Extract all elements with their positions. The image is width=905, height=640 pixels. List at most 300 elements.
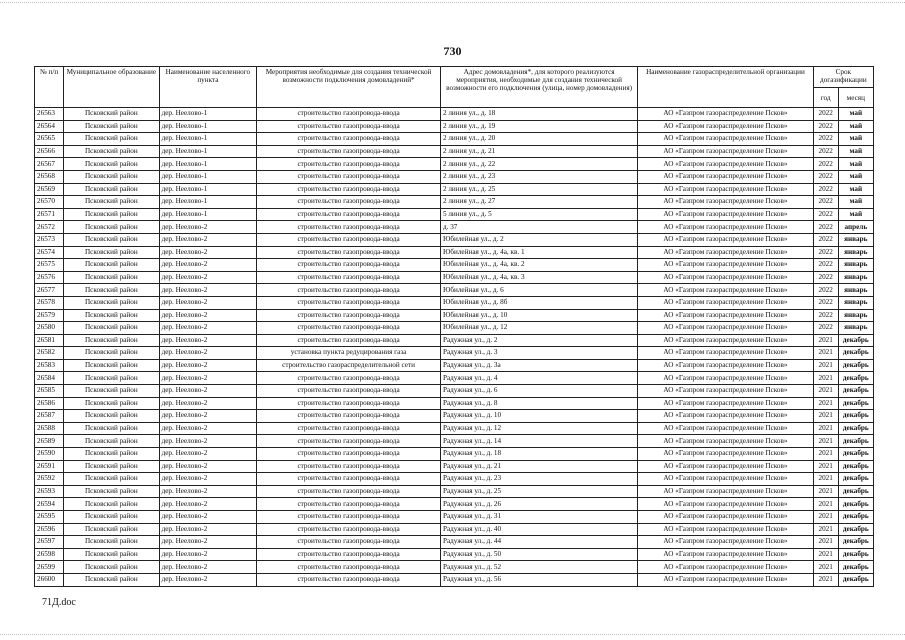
- cell-organization: АО «Газпром газораспределение Псков»: [638, 208, 813, 221]
- cell-locality: дер. Неелово-2: [159, 309, 257, 322]
- cell-month: май: [838, 208, 873, 221]
- cell-address: Юбилейная ул., д. 4а, кв. 2: [440, 259, 637, 272]
- cell-month: декабрь: [838, 548, 873, 561]
- cell-month: январь: [838, 322, 873, 335]
- cell-year: 2022: [813, 233, 838, 246]
- cell-address: Юбилейная ул., д. 10: [440, 309, 637, 322]
- cell-organization: АО «Газпром газораспределение Псков»: [638, 372, 813, 385]
- cell-locality: дер. Неелово-2: [159, 523, 257, 536]
- cell-month: декабрь: [838, 536, 873, 549]
- cell-organization: АО «Газпром газораспределение Псков»: [638, 246, 813, 259]
- cell-year: 2022: [813, 221, 838, 234]
- cell-month: декабрь: [838, 397, 873, 410]
- cell-month: декабрь: [838, 573, 873, 586]
- cell-number: 26566: [35, 145, 64, 158]
- cell-number: 26574: [35, 246, 64, 259]
- cell-locality: дер. Неелово-2: [159, 322, 257, 335]
- cell-address: Радужная ул., д. 25: [440, 485, 637, 498]
- cell-activity: строительство газопровода-ввода: [257, 536, 441, 549]
- cell-organization: АО «Газпром газораспределение Псков»: [638, 473, 813, 486]
- table-row: [35, 120, 874, 133]
- cell-locality: дер. Неелово-2: [159, 460, 257, 473]
- cell-number: 26567: [35, 158, 64, 171]
- cell-municipality: Псковский район: [64, 120, 160, 133]
- cell-organization: АО «Газпром газораспределение Псков»: [638, 158, 813, 171]
- cell-year: 2022: [813, 133, 838, 146]
- cell-organization: АО «Газпром газораспределение Псков»: [638, 271, 813, 284]
- cell-number: 26575: [35, 259, 64, 272]
- table-row: [35, 133, 874, 146]
- cell-locality: дер. Неелово-2: [159, 334, 257, 347]
- cell-number: 26568: [35, 170, 64, 183]
- cell-locality: дер. Неелово-1: [159, 120, 257, 133]
- cell-organization: АО «Газпром газораспределение Псков»: [638, 523, 813, 536]
- cell-number: 26599: [35, 561, 64, 574]
- cell-municipality: Псковский район: [64, 145, 160, 158]
- cell-locality: дер. Неелово-2: [159, 485, 257, 498]
- cell-number: 26570: [35, 196, 64, 209]
- table-row: [35, 359, 874, 372]
- cell-year: 2021: [813, 385, 838, 398]
- cell-municipality: Псковский район: [64, 511, 160, 524]
- cell-address: Радужная ул., д. 40: [440, 523, 637, 536]
- cell-address: 2 линия ул., д. 27: [440, 196, 637, 209]
- cell-municipality: Псковский район: [64, 359, 160, 372]
- header-year: год: [813, 88, 838, 108]
- cell-municipality: Псковский район: [64, 284, 160, 297]
- cell-number: 26565: [35, 133, 64, 146]
- cell-locality: дер. Неелово-2: [159, 259, 257, 272]
- cell-activity: строительство газопровода-ввода: [257, 271, 441, 284]
- cell-address: Юбилейная ул., д. 8б: [440, 296, 637, 309]
- cell-organization: АО «Газпром газораспределение Псков»: [638, 410, 813, 423]
- cell-organization: АО «Газпром газораспределение Псков»: [638, 422, 813, 435]
- cell-activity: строительство газопровода-ввода: [257, 183, 441, 196]
- cell-locality: дер. Неелово-2: [159, 548, 257, 561]
- cell-activity: строительство газопровода-ввода: [257, 511, 441, 524]
- cell-address: Радужная ул., д. 21: [440, 460, 637, 473]
- cell-locality: дер. Неелово-1: [159, 158, 257, 171]
- cell-locality: дер. Неелово-1: [159, 208, 257, 221]
- cell-locality: дер. Неелово-2: [159, 347, 257, 360]
- table-row: [35, 221, 874, 234]
- cell-activity: строительство газопровода-ввода: [257, 498, 441, 511]
- cell-month: декабрь: [838, 372, 873, 385]
- cell-municipality: Псковский район: [64, 435, 160, 448]
- cell-organization: АО «Газпром газораспределение Псков»: [638, 548, 813, 561]
- cell-month: май: [838, 145, 873, 158]
- cell-address: Радужная ул., д. 18: [440, 448, 637, 461]
- cell-activity: строительство газопровода-ввода: [257, 133, 441, 146]
- cell-number: 26588: [35, 422, 64, 435]
- table-row: [35, 410, 874, 423]
- cell-year: 2021: [813, 573, 838, 586]
- cell-number: 26590: [35, 448, 64, 461]
- cell-municipality: Псковский район: [64, 309, 160, 322]
- cell-address: Радужная ул., д. 44: [440, 536, 637, 549]
- cell-address: Радужная ул., д. 52: [440, 561, 637, 574]
- table-row: [35, 259, 874, 272]
- table-row: [35, 536, 874, 549]
- cell-address: Юбилейная ул., д. 4а, кв. 3: [440, 271, 637, 284]
- cell-activity: строительство газопровода-ввода: [257, 561, 441, 574]
- table-row: [35, 108, 874, 121]
- cell-month: май: [838, 133, 873, 146]
- cell-address: 2 линия ул., д. 22: [440, 158, 637, 171]
- cell-year: 2022: [813, 309, 838, 322]
- cell-month: декабрь: [838, 561, 873, 574]
- cell-activity: установка пункта редуцирования газа: [257, 347, 441, 360]
- cell-year: 2021: [813, 536, 838, 549]
- cell-number: 26597: [35, 536, 64, 549]
- cell-municipality: Псковский район: [64, 422, 160, 435]
- cell-activity: строительство газопровода-ввода: [257, 548, 441, 561]
- cell-year: 2021: [813, 372, 838, 385]
- cell-month: май: [838, 196, 873, 209]
- cell-number: 26594: [35, 498, 64, 511]
- cell-month: декабрь: [838, 473, 873, 486]
- cell-address: Радужная ул., д. 12: [440, 422, 637, 435]
- cell-locality: дер. Неелово-2: [159, 573, 257, 586]
- cell-organization: АО «Газпром газораспределение Псков»: [638, 485, 813, 498]
- cell-organization: АО «Газпром газораспределение Псков»: [638, 145, 813, 158]
- cell-municipality: Псковский район: [64, 170, 160, 183]
- cell-activity: строительство газопровода-ввода: [257, 523, 441, 536]
- table-row: [35, 460, 874, 473]
- table-row: [35, 170, 874, 183]
- cell-municipality: Псковский район: [64, 561, 160, 574]
- table-row: [35, 397, 874, 410]
- cell-organization: АО «Газпром газораспределение Псков»: [638, 397, 813, 410]
- cell-year: 2021: [813, 548, 838, 561]
- cell-activity: строительство газопровода-ввода: [257, 259, 441, 272]
- table-row: [35, 573, 874, 586]
- cell-month: декабрь: [838, 498, 873, 511]
- cell-year: 2021: [813, 410, 838, 423]
- cell-locality: дер. Неелово-2: [159, 511, 257, 524]
- cell-activity: строительство газопровода-ввода: [257, 422, 441, 435]
- cell-activity: строительство газопровода-ввода: [257, 145, 441, 158]
- cell-month: май: [838, 158, 873, 171]
- gasification-table: [34, 66, 874, 587]
- cell-municipality: Псковский район: [64, 208, 160, 221]
- cell-address: Юбилейная ул., д. 4а, кв. 1: [440, 246, 637, 259]
- cell-municipality: Псковский район: [64, 536, 160, 549]
- cell-address: Радужная ул., д. 2: [440, 334, 637, 347]
- table-row: [35, 296, 874, 309]
- cell-number: 26596: [35, 523, 64, 536]
- cell-address: 5 линия ул., д. 5: [440, 208, 637, 221]
- cell-locality: дер. Неелово-1: [159, 133, 257, 146]
- table-row: [35, 233, 874, 246]
- cell-month: май: [838, 108, 873, 121]
- header-activities: Мероприятия необходимые для создания технической возможности подключения домовладений*: [257, 67, 441, 108]
- header-municipality: Муниципальное образование: [64, 67, 160, 108]
- footer-filename: 71Д.doc: [42, 597, 76, 608]
- cell-month: декабрь: [838, 511, 873, 524]
- cell-municipality: Псковский район: [64, 271, 160, 284]
- cell-month: декабрь: [838, 385, 873, 398]
- table-row: [35, 347, 874, 360]
- cell-activity: строительство газопровода-ввода: [257, 485, 441, 498]
- cell-year: 2022: [813, 246, 838, 259]
- header-locality: Наименование населенного пункта: [159, 67, 257, 108]
- cell-locality: дер. Неелово-2: [159, 410, 257, 423]
- cell-year: 2022: [813, 145, 838, 158]
- cell-locality: дер. Неелово-2: [159, 246, 257, 259]
- cell-activity: строительство газопровода-ввода: [257, 435, 441, 448]
- cell-municipality: Псковский район: [64, 183, 160, 196]
- cell-year: 2022: [813, 208, 838, 221]
- cell-locality: дер. Неелово-1: [159, 108, 257, 121]
- cell-municipality: Псковский район: [64, 397, 160, 410]
- cell-month: январь: [838, 284, 873, 297]
- cell-address: Радужная ул., д. 6: [440, 385, 637, 398]
- cell-locality: дер. Неелово-1: [159, 170, 257, 183]
- cell-municipality: Псковский район: [64, 133, 160, 146]
- cell-year: 2022: [813, 183, 838, 196]
- cell-organization: АО «Газпром газораспределение Псков»: [638, 448, 813, 461]
- cell-locality: дер. Неелово-2: [159, 385, 257, 398]
- table-row: [35, 322, 874, 335]
- cell-address: Юбилейная ул., д. 12: [440, 322, 637, 335]
- cell-activity: строительство газопровода-ввода: [257, 372, 441, 385]
- cell-month: декабрь: [838, 359, 873, 372]
- cell-address: Радужная ул., д. 31: [440, 511, 637, 524]
- cell-address: 2 линия ул., д. 21: [440, 145, 637, 158]
- cell-year: 2021: [813, 448, 838, 461]
- cell-address: Юбилейная ул., д. 2: [440, 233, 637, 246]
- cell-locality: дер. Неелово-1: [159, 196, 257, 209]
- table-row: [35, 309, 874, 322]
- cell-organization: АО «Газпром газораспределение Псков»: [638, 221, 813, 234]
- cell-address: Радужная ул., д. 26: [440, 498, 637, 511]
- table-row: [35, 183, 874, 196]
- cell-month: апрель: [838, 221, 873, 234]
- cell-number: 26581: [35, 334, 64, 347]
- cell-municipality: Псковский район: [64, 347, 160, 360]
- cell-number: 26595: [35, 511, 64, 524]
- cell-organization: АО «Газпром газораспределение Псков»: [638, 561, 813, 574]
- cell-address: 2 линия ул., д. 18: [440, 108, 637, 121]
- cell-month: декабрь: [838, 523, 873, 536]
- cell-organization: АО «Газпром газораспределение Псков»: [638, 296, 813, 309]
- cell-number: 26580: [35, 322, 64, 335]
- cell-address: Радужная ул., д. 56: [440, 573, 637, 586]
- cell-organization: АО «Газпром газораспределение Псков»: [638, 309, 813, 322]
- cell-municipality: Псковский район: [64, 548, 160, 561]
- cell-month: декабрь: [838, 435, 873, 448]
- cell-year: 2021: [813, 347, 838, 360]
- table-row: [35, 385, 874, 398]
- cell-activity: строительство газопровода-ввода: [257, 296, 441, 309]
- cell-number: 26564: [35, 120, 64, 133]
- cell-number: 26576: [35, 271, 64, 284]
- cell-address: Юбилейная ул., д. 6: [440, 284, 637, 297]
- cell-year: 2022: [813, 120, 838, 133]
- cell-month: январь: [838, 309, 873, 322]
- cell-municipality: Псковский район: [64, 221, 160, 234]
- table-row: [35, 561, 874, 574]
- cell-month: декабрь: [838, 422, 873, 435]
- table-row: [35, 498, 874, 511]
- cell-number: 26582: [35, 347, 64, 360]
- cell-address: Радужная ул., д. 23: [440, 473, 637, 486]
- cell-number: 26571: [35, 208, 64, 221]
- cell-municipality: Псковский район: [64, 573, 160, 586]
- cell-activity: строительство газопровода-ввода: [257, 221, 441, 234]
- cell-municipality: Псковский район: [64, 460, 160, 473]
- cell-locality: дер. Неелово-1: [159, 183, 257, 196]
- cell-organization: АО «Газпром газораспределение Псков»: [638, 108, 813, 121]
- cell-municipality: Псковский район: [64, 372, 160, 385]
- cell-organization: АО «Газпром газораспределение Псков»: [638, 196, 813, 209]
- cell-number: 26573: [35, 233, 64, 246]
- cell-year: 2021: [813, 473, 838, 486]
- cell-organization: АО «Газпром газораспределение Псков»: [638, 322, 813, 335]
- cell-activity: строительство газопровода-ввода: [257, 158, 441, 171]
- cell-organization: АО «Газпром газораспределение Псков»: [638, 460, 813, 473]
- cell-year: 2022: [813, 284, 838, 297]
- cell-activity: строительство газопровода-ввода: [257, 473, 441, 486]
- cell-locality: дер. Неелово-2: [159, 536, 257, 549]
- cell-year: 2022: [813, 158, 838, 171]
- cell-address: Радужная ул., д. 50: [440, 548, 637, 561]
- cell-locality: дер. Неелово-2: [159, 296, 257, 309]
- cell-month: май: [838, 120, 873, 133]
- header-gdo: Наименование газораспределительной организации: [638, 67, 813, 108]
- cell-locality: дер. Неелово-2: [159, 233, 257, 246]
- cell-locality: дер. Неелово-2: [159, 271, 257, 284]
- cell-number: 26563: [35, 108, 64, 121]
- cell-municipality: Псковский район: [64, 259, 160, 272]
- cell-municipality: Псковский район: [64, 410, 160, 423]
- cell-municipality: Псковский район: [64, 108, 160, 121]
- cell-number: 26591: [35, 460, 64, 473]
- cell-year: 2021: [813, 485, 838, 498]
- cell-organization: АО «Газпром газораспределение Псков»: [638, 498, 813, 511]
- table-row: [35, 271, 874, 284]
- cell-locality: дер. Неелово-2: [159, 359, 257, 372]
- cell-month: декабрь: [838, 485, 873, 498]
- cell-organization: АО «Газпром газораспределение Псков»: [638, 233, 813, 246]
- cell-address: Радужная ул., д. 10: [440, 410, 637, 423]
- cell-municipality: Псковский район: [64, 246, 160, 259]
- page-number: 730: [443, 44, 462, 58]
- cell-number: 26586: [35, 397, 64, 410]
- table-body: [35, 108, 874, 587]
- cell-activity: строительство газопровода-ввода: [257, 573, 441, 586]
- cell-year: 2022: [813, 196, 838, 209]
- table-row: [35, 523, 874, 536]
- cell-month: май: [838, 170, 873, 183]
- cell-number: 26572: [35, 221, 64, 234]
- table-row: [35, 473, 874, 486]
- table-row: [35, 372, 874, 385]
- cell-address: Радужная ул., д. 4: [440, 372, 637, 385]
- cell-activity: строительство газопровода-ввода: [257, 334, 441, 347]
- table-row: [35, 208, 874, 221]
- cell-number: 26569: [35, 183, 64, 196]
- cell-organization: АО «Газпром газораспределение Псков»: [638, 435, 813, 448]
- cell-year: 2021: [813, 511, 838, 524]
- header-deadline: Срок догазификации: [813, 67, 873, 88]
- cell-address: 2 линия ул., д. 25: [440, 183, 637, 196]
- table-row: [35, 158, 874, 171]
- cell-organization: АО «Газпром газораспределение Псков»: [638, 334, 813, 347]
- table-row: [35, 246, 874, 259]
- cell-number: 26583: [35, 359, 64, 372]
- cell-activity: строительство газопровода-ввода: [257, 284, 441, 297]
- cell-year: 2022: [813, 259, 838, 272]
- cell-locality: дер. Неелово-2: [159, 561, 257, 574]
- cell-address: д. 37: [440, 221, 637, 234]
- cell-organization: АО «Газпром газораспределение Псков»: [638, 359, 813, 372]
- cell-month: декабрь: [838, 460, 873, 473]
- cell-municipality: Псковский район: [64, 385, 160, 398]
- cell-organization: АО «Газпром газораспределение Псков»: [638, 511, 813, 524]
- cell-locality: дер. Неелово-2: [159, 397, 257, 410]
- cell-address: Радужная ул., д. 3а: [440, 359, 637, 372]
- cell-locality: дер. Неелово-2: [159, 473, 257, 486]
- cell-activity: строительство газопровода-ввода: [257, 322, 441, 335]
- cell-activity: строительство газораспределительной сети: [257, 359, 441, 372]
- cell-year: 2021: [813, 435, 838, 448]
- cell-month: январь: [838, 233, 873, 246]
- cell-month: январь: [838, 296, 873, 309]
- cell-activity: строительство газопровода-ввода: [257, 410, 441, 423]
- cell-address: Радужная ул., д. 14: [440, 435, 637, 448]
- cell-activity: строительство газопровода-ввода: [257, 120, 441, 133]
- cell-address: Радужная ул., д. 8: [440, 397, 637, 410]
- cell-year: 2021: [813, 334, 838, 347]
- cell-address: 2 линия ул., д. 20: [440, 133, 637, 146]
- cell-number: 26600: [35, 573, 64, 586]
- table-row: [35, 334, 874, 347]
- cell-year: 2021: [813, 359, 838, 372]
- cell-month: декабрь: [838, 410, 873, 423]
- scan-edge-top: [0, 2, 905, 4]
- cell-address: 2 линия ул., д. 23: [440, 170, 637, 183]
- cell-municipality: Псковский район: [64, 473, 160, 486]
- cell-municipality: Псковский район: [64, 334, 160, 347]
- cell-year: 2021: [813, 523, 838, 536]
- cell-municipality: Псковский район: [64, 296, 160, 309]
- cell-organization: АО «Газпром газораспределение Псков»: [638, 385, 813, 398]
- cell-month: декабрь: [838, 347, 873, 360]
- table-row: [35, 511, 874, 524]
- cell-activity: строительство газопровода-ввода: [257, 385, 441, 398]
- cell-address: 2 линия ул., д. 19: [440, 120, 637, 133]
- table-row: [35, 422, 874, 435]
- cell-organization: АО «Газпром газораспределение Псков»: [638, 133, 813, 146]
- cell-organization: АО «Газпром газораспределение Псков»: [638, 573, 813, 586]
- cell-activity: строительство газопровода-ввода: [257, 448, 441, 461]
- cell-year: 2022: [813, 271, 838, 284]
- cell-activity: строительство газопровода-ввода: [257, 309, 441, 322]
- cell-month: январь: [838, 271, 873, 284]
- header-num: № п/п: [35, 67, 64, 108]
- cell-number: 26589: [35, 435, 64, 448]
- table-row: [35, 548, 874, 561]
- cell-number: 26584: [35, 372, 64, 385]
- cell-municipality: Псковский район: [64, 448, 160, 461]
- cell-month: декабрь: [838, 448, 873, 461]
- cell-number: 26593: [35, 485, 64, 498]
- cell-activity: строительство газопровода-ввода: [257, 196, 441, 209]
- cell-month: май: [838, 183, 873, 196]
- cell-activity: строительство газопровода-ввода: [257, 460, 441, 473]
